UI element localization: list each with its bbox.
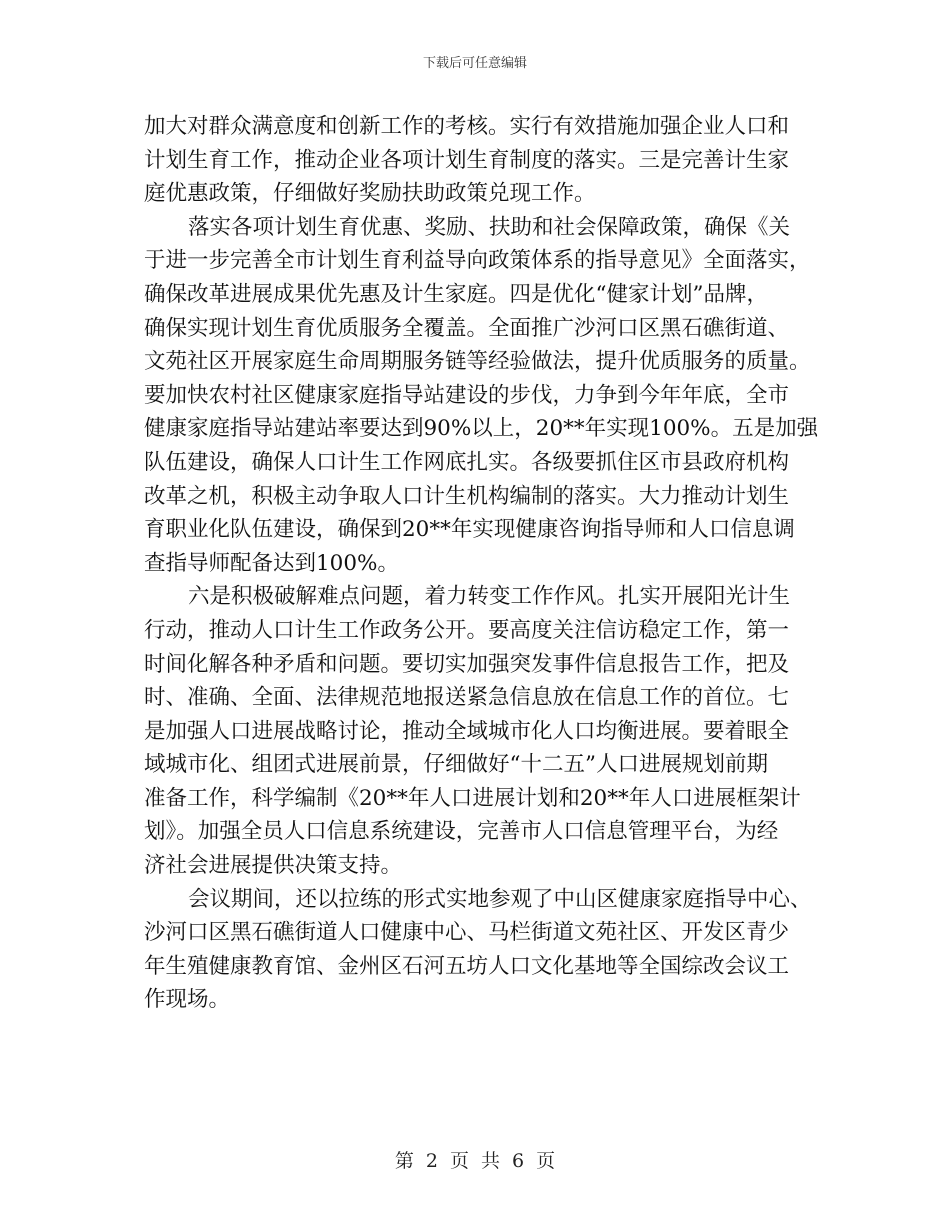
text-line: 作现场。 <box>144 987 231 1013</box>
text-line: 年生殖健康教育馆、金州区石河五坊人口文化基地等全国综改会议工 <box>144 953 790 979</box>
text-line: 庭优惠政策，仔细做好奖励扶助政策兑现工作。 <box>144 181 596 207</box>
text-line: 文苑社区开展家庭生命周期服务链等经验做法，提升优质服务的质量。 <box>144 349 811 375</box>
text-line: 沙河口区黑石礁街道人口健康中心、马栏街道文苑社区、开发区青少 <box>144 920 790 946</box>
text-line: 是加强人口进展战略讨论，推动全域城市化人口均衡进展。要着眼全 <box>144 718 790 744</box>
page-header: 下载后可任意编辑 <box>422 56 527 71</box>
text-line: 准备工作，科学编制《20**年人口进展计划和20**年人口进展框架计 <box>144 785 801 811</box>
text-line: 济社会进展提供决策支持。 <box>144 853 403 879</box>
text-line: 队伍建设，确保人口计生工作网底扎实。各级要抓住区市县政府机构 <box>144 449 790 475</box>
document-body <box>144 110 819 1017</box>
text-line: 健康家庭指导站建站率要达到90%以上，20**年实现100%。五是加强 <box>144 416 819 442</box>
text-line: 行动，推动人口计生工作政务公开。要高度关注信访稳定工作，第一 <box>144 617 790 643</box>
text-line: 时、准确、全面、法律规范地报送紧急信息放在信息工作的首位。七 <box>144 685 790 711</box>
text-line: 改革之机，积极主动争取人口计生机构编制的落实。大力推动计划生 <box>144 483 790 509</box>
text-line: 加大对群众满意度和创新工作的考核。实行有效措施加强企业人口和 <box>144 114 790 139</box>
text-line: 域城市化、组团式进展前景，仔细做好“十二五”人口进展规划前期 <box>144 752 768 778</box>
paragraph-start-line: 落实各项计划生育优惠、奖励、扶助和社会保障政策，确保《关 <box>188 214 791 240</box>
text-line: 查指导师配备达到100%。 <box>144 550 399 576</box>
text-line: 确保实现计划生育优质服务全覆盖。全面推广沙河口区黑石礁街道、 <box>144 315 790 341</box>
text-line: 时间化解各种矛盾和问题。要切实加强突发事件信息报告工作，把及 <box>144 651 790 677</box>
page-footer: 第 2 页 共 6 页 <box>394 1150 556 1172</box>
text-line: 要加快农村社区健康家庭指导站建设的步伐，力争到今年年底，全市 <box>144 382 790 408</box>
text-line: 于进一步完善全市计划生育利益导向政策体系的指导意见》全面落实， <box>144 248 811 274</box>
paragraph-start-line: 六是积极破解难点问题，着力转变工作作风。扎实开展阳光计生 <box>188 584 791 610</box>
text-line: 计划生育工作，推动企业各项计划生育制度的落实。三是完善计生家 <box>144 147 790 173</box>
text-line: 划》。加强全员人口信息系统建设，完善市人口信息管理平台，为经 <box>144 819 779 845</box>
text-line: 确保改革进展成果优先惠及计生家庭。四是优化“健家计划”品牌， <box>144 281 768 307</box>
text-line: 育职业化队伍建设，确保到20**年实现健康咨询指导师和人口信息调 <box>144 517 795 543</box>
paragraph-start-line: 会议期间，还以拉练的形式实地参观了中山区健康家庭指导中心、 <box>188 886 812 912</box>
